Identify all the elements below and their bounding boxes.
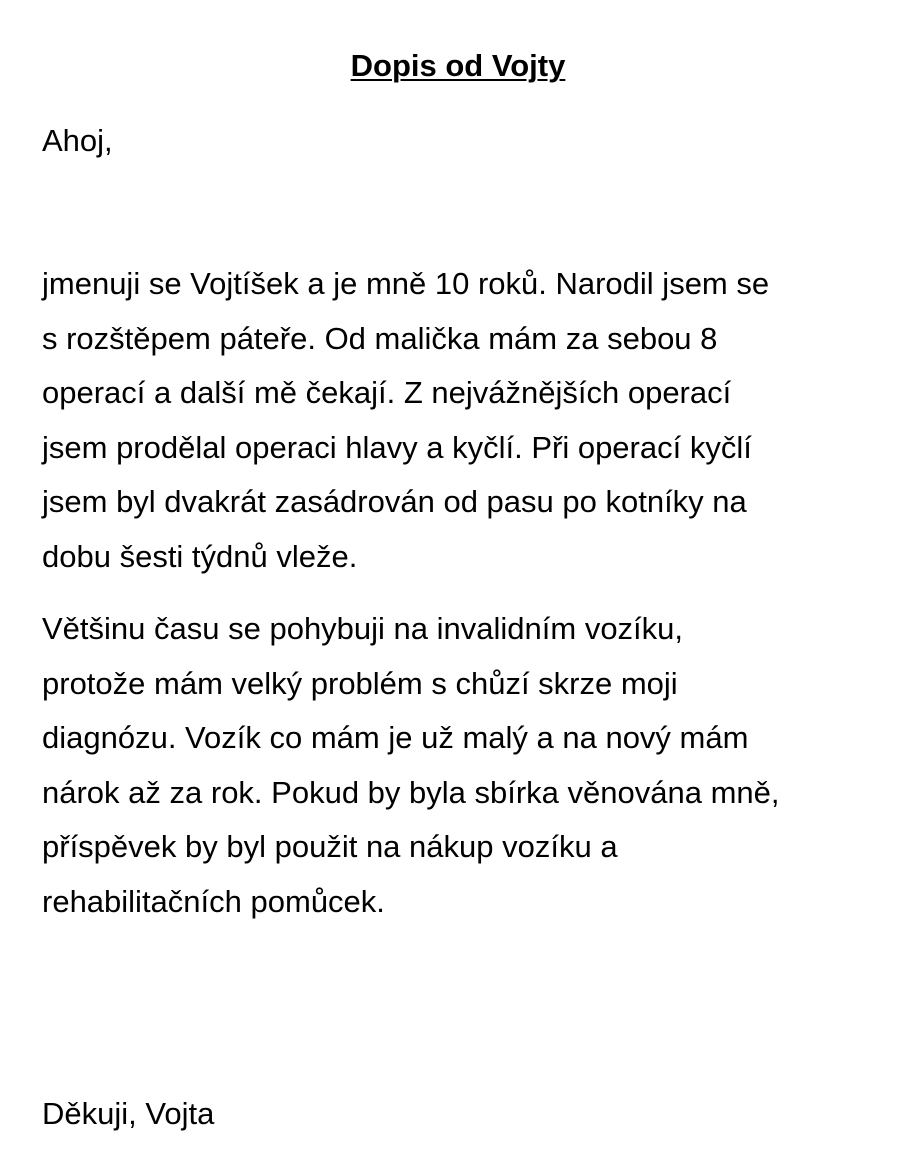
paragraph-line: diagnózu. Vozík co mám je už malý a na nový mám <box>42 720 749 755</box>
letter-signature: Děkuji, Vojta <box>42 1096 215 1131</box>
letter-paragraph-2 <box>42 602 882 929</box>
paragraph-line: jmenuji se Vojtíšek a je mně 10 roků. Narodil jsem se <box>42 266 770 301</box>
letter-paragraph-1 <box>42 257 882 584</box>
paragraph-line: jsem byl dvakrát zasádrován od pasu po kotníky na <box>42 484 747 519</box>
letter-greeting: Ahoj, <box>42 123 113 158</box>
paragraph-line: s rozštěpem páteře. Od malička mám za sebou 8 <box>42 320 718 356</box>
paragraph-line: Většinu času se pohybuji na invalidním vozíku, <box>42 611 684 646</box>
paragraph-line: nárok až za rok. Pokud by byla sbírka věnována mně, <box>42 774 780 810</box>
letter-title: Dopis od Vojty <box>350 48 566 83</box>
paragraph-line: příspěvek by byl použit na nákup vozíku a <box>42 829 618 864</box>
paragraph-line: jsem prodělal operaci hlavy a kyčlí. Při operací kyčlí <box>42 429 752 465</box>
paragraph-line: dobu šesti týdnů vleže. <box>42 538 358 574</box>
paragraph-line: operací a další mě čekají. Z nejvážnějších operací <box>42 375 732 410</box>
paragraph-line: rehabilitačních pomůcek. <box>42 883 385 919</box>
paragraph-line: protože mám velký problém s chůzí skrze moji <box>42 665 678 701</box>
